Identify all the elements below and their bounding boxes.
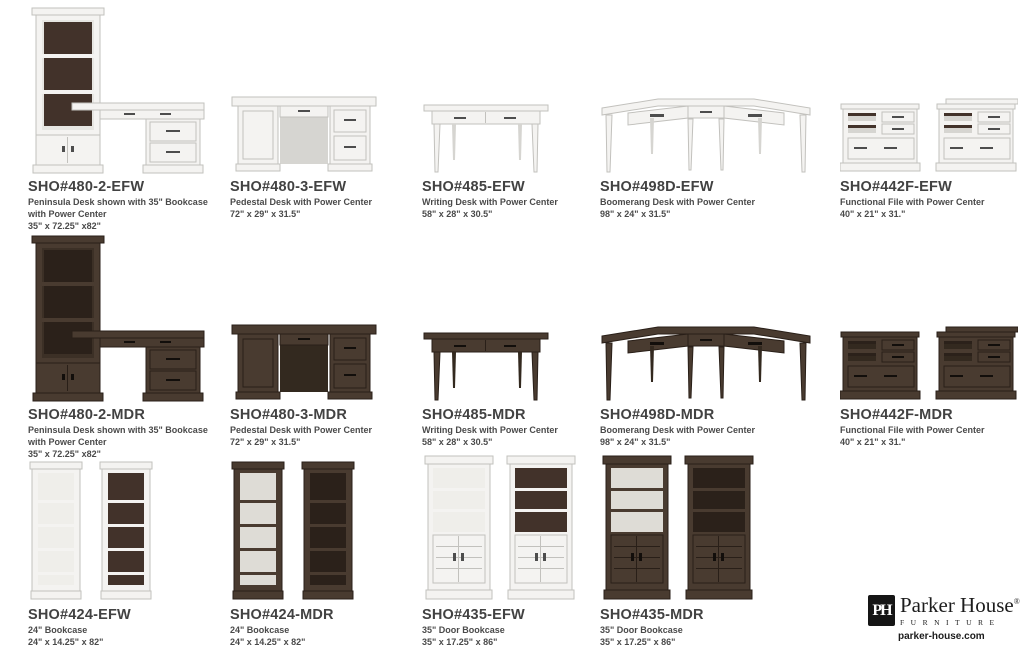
- product-description: Boomerang Desk with Power Center: [600, 425, 756, 435]
- product-code: SHO#480-2-MDR: [28, 407, 146, 423]
- product-dimensions: 40" x 21" x 31.": [840, 437, 906, 448]
- product-code: SHO#480-2-EFW: [28, 179, 145, 195]
- product-description: Functional File with Power Center: [840, 197, 985, 207]
- product-description: Functional File with Power Center: [840, 425, 985, 435]
- product-card: [600, 4, 838, 220]
- product-description: Boomerang Desk with Power Center: [600, 197, 756, 207]
- product-card: [230, 4, 420, 220]
- product-card: [422, 458, 598, 648]
- product-card: [28, 232, 224, 460]
- product-code: SHO#435-EFW: [422, 607, 525, 623]
- product-code: SHO#485-MDR: [422, 407, 526, 423]
- product-dimensions: 58" x 28" x 30.5": [422, 209, 493, 220]
- product-image-functional-file: [840, 326, 1018, 402]
- product-dimensions: 98" x 24" x 31.5": [600, 209, 671, 220]
- product-card: [840, 232, 1022, 448]
- product-dimensions: 72" x 29" x 31.5": [230, 437, 301, 448]
- product-code: SHO#480-3-EFW: [230, 179, 347, 195]
- product-image-door-bookcase: [422, 454, 576, 602]
- product-dimensions: 24" x 14.25" x 82": [230, 637, 306, 648]
- product-image-peninsula-desk: [28, 6, 206, 174]
- product-image-pedestal-desk: [230, 94, 378, 174]
- product-description: Writing Desk with Power Center: [422, 197, 558, 207]
- brand-logo: [868, 595, 1020, 642]
- product-code: SHO#424-MDR: [230, 607, 334, 623]
- product-card: [230, 458, 420, 648]
- product-description: 24" Bookcase: [230, 625, 290, 635]
- product-image-writing-desk: [422, 330, 550, 402]
- product-image-boomerang-desk: [600, 324, 812, 402]
- product-image-functional-file: [840, 98, 1018, 174]
- product-image-bookcase: [230, 460, 358, 602]
- product-description: 35" Door Bookcase: [600, 625, 683, 635]
- product-card: [600, 458, 838, 648]
- product-card: [422, 4, 598, 220]
- product-description: 35" Door Bookcase: [422, 625, 505, 635]
- product-code: SHO#498D-MDR: [600, 407, 715, 423]
- product-code: SHO#424-EFW: [28, 607, 131, 623]
- product-dimensions: 40" x 21" x 31.": [840, 209, 906, 220]
- product-description: 24" Bookcase: [28, 625, 88, 635]
- product-image-door-bookcase: [600, 454, 754, 602]
- product-dimensions: 35" x 17.25" x 86": [422, 637, 498, 648]
- product-code: SHO#435-MDR: [600, 607, 704, 623]
- brand-subtitle: FURNITURE: [900, 618, 1001, 627]
- product-code: SHO#480-3-MDR: [230, 407, 348, 423]
- product-card: [28, 4, 224, 232]
- product-card: [230, 232, 420, 448]
- product-code: SHO#498D-EFW: [600, 179, 714, 195]
- product-dimensions: 98" x 24" x 31.5": [600, 437, 671, 448]
- product-description: Peninsula Desk shown with 35" Bookcase with Power Center: [28, 425, 208, 448]
- product-dimensions: 35" x 72.25" x82": [28, 221, 101, 232]
- product-code: SHO#442F-MDR: [840, 407, 953, 423]
- product-image-bookcase: [28, 460, 156, 602]
- product-image-writing-desk: [422, 102, 550, 174]
- brand-name: Parker House®: [900, 593, 1020, 617]
- product-dimensions: 58" x 28" x 30.5": [422, 437, 493, 448]
- product-code: SHO#485-EFW: [422, 179, 525, 195]
- product-card: [28, 458, 224, 648]
- product-description: Pedestal Desk with Power Center: [230, 425, 373, 435]
- brand-monogram-icon: PH: [868, 595, 895, 626]
- registered-mark: ®: [1013, 597, 1020, 606]
- product-description: Pedestal Desk with Power Center: [230, 197, 373, 207]
- product-image-pedestal-desk: [230, 322, 378, 402]
- product-dimensions: 35" x 17.25" x 86": [600, 637, 676, 648]
- product-dimensions: 24" x 14.25" x 82": [28, 637, 104, 648]
- product-card: [600, 232, 838, 448]
- product-image-peninsula-desk: [28, 234, 206, 402]
- product-dimensions: 72" x 29" x 31.5": [230, 209, 301, 220]
- product-description: Writing Desk with Power Center: [422, 425, 558, 435]
- product-description: Peninsula Desk shown with 35" Bookcase with Power Center: [28, 197, 208, 220]
- product-card: [422, 232, 598, 448]
- product-code: SHO#442F-EFW: [840, 179, 952, 195]
- product-image-boomerang-desk: [600, 96, 812, 174]
- product-card: [840, 4, 1022, 220]
- brand-website: parker-house.com: [898, 631, 985, 642]
- product-dimensions: 35" x 72.25" x82": [28, 449, 101, 460]
